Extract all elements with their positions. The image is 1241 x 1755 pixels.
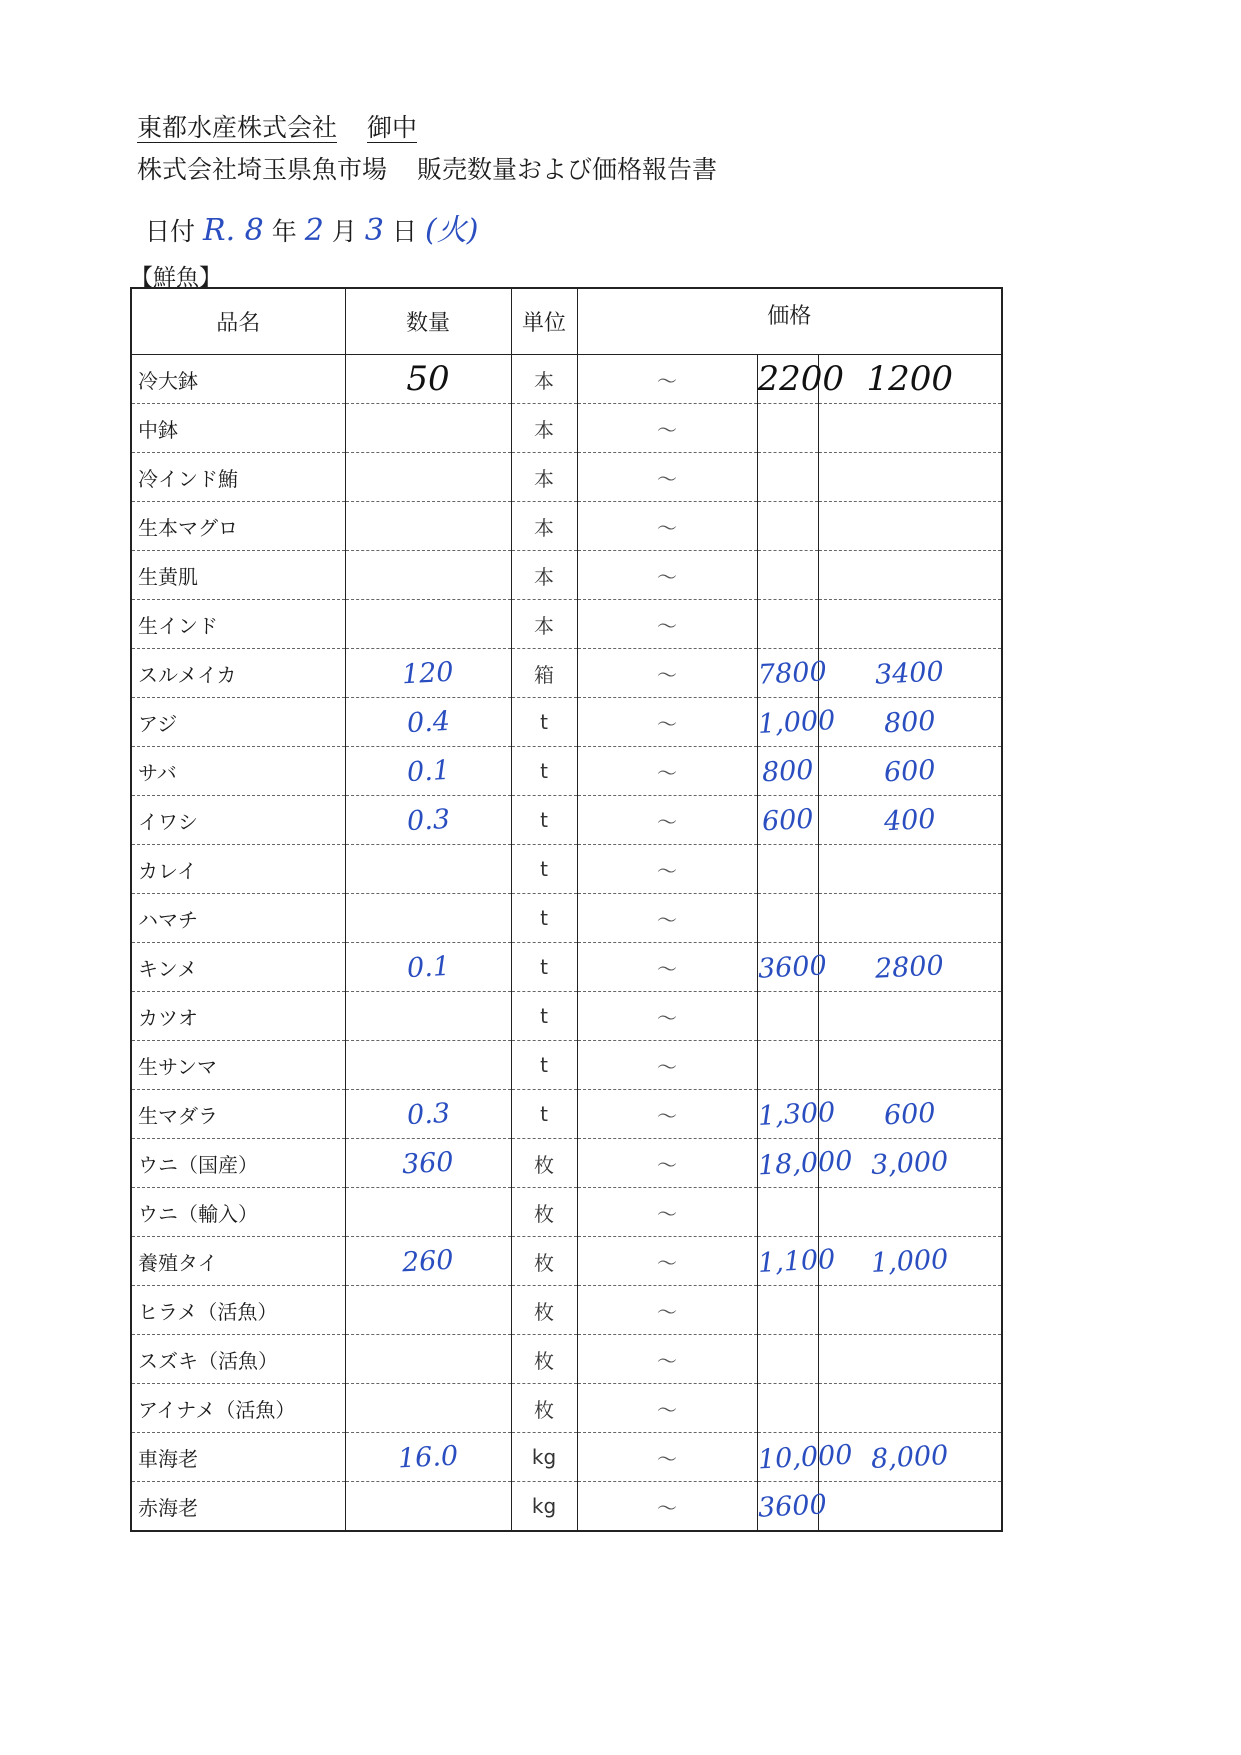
table-row [131,551,1002,600]
range-tilde: ～ [657,1397,677,1422]
date-month: 2 [304,213,324,248]
unit: 本 [534,466,554,491]
item-name: 生本マグロ [138,515,238,540]
unit-cell [511,1188,577,1237]
unit: 枚 [534,1299,554,1324]
range-tilde: ～ [657,809,677,834]
table-row [131,943,1002,992]
addressee-honorific: 御中 [367,113,418,142]
range-tilde: ～ [657,907,677,932]
item-name: アイナメ（活魚） [138,1397,296,1422]
header-unit: 単位 [511,288,577,355]
unit-cell [511,600,577,649]
item-name: 車海老 [138,1446,198,1471]
unit: 本 [534,417,554,442]
quantity-cell [345,1482,511,1532]
item-name-cell [131,698,345,747]
item-name-cell [131,600,345,649]
table-row [131,698,1002,747]
table-row [131,796,1002,845]
unit-cell [511,747,577,796]
price-low-cell [756,1433,853,1482]
price-high: 600 [883,1097,937,1131]
price-low-cell [757,1384,818,1433]
unit: t [540,1053,548,1077]
quantity-cell [345,551,511,600]
table-row [131,992,1002,1041]
unit-cell [511,649,577,698]
table-row [131,1482,1002,1532]
quantity: 16.0 [397,1439,459,1475]
range-tilde: ～ [657,1348,677,1373]
unit: t [540,710,548,734]
quantity-cell [345,1188,511,1237]
table-row [131,1090,1002,1139]
price-low-cell [757,796,818,845]
range-tilde-cell [577,404,757,453]
quantity-cell [345,355,511,404]
range-tilde-cell [577,600,757,649]
price-low: 7800 [756,655,827,691]
item-name-cell [131,1237,345,1286]
range-tilde: ～ [657,1054,677,1079]
range-tilde-cell [577,355,757,404]
quantity-cell [345,502,511,551]
category-label: 【鮮魚】 [130,265,222,291]
item-name-cell [131,1433,345,1482]
range-tilde: ～ [657,1103,677,1128]
price-high: 8,000 [870,1439,950,1475]
item-name-cell [131,1188,345,1237]
header-price: 価格 [577,288,1002,355]
unit: 本 [534,564,554,589]
price-low-cell [757,845,818,894]
range-tilde-cell [577,698,757,747]
unit-cell [511,845,577,894]
range-tilde-cell [577,1482,757,1532]
quantity: 120 [401,656,455,690]
quantity-cell [345,1335,511,1384]
price-low-cell [756,649,827,698]
unit-cell [511,943,577,992]
date-label: 日付 [145,217,196,246]
price-low: 800 [760,754,815,788]
item-name: カレイ [138,858,197,883]
price-high-cell [818,600,1002,649]
table-row [131,845,1002,894]
quantity-cell [345,1384,511,1433]
report-title: 販売数量および価格報告書 [417,155,718,184]
quantity-cell [345,453,511,502]
quantity-cell [345,404,511,453]
unit-cell [511,894,577,943]
price-high-cell [818,1482,1002,1532]
table-row [131,1188,1002,1237]
price-high: 2800 [874,949,945,985]
price-low-cell [757,1335,818,1384]
quantity: 0.3 [405,1097,451,1131]
range-tilde-cell [577,551,757,600]
item-name: 赤海老 [138,1495,198,1520]
price-high: 3400 [874,655,945,691]
table-row [131,894,1002,943]
item-name: スズキ（活魚） [138,1348,278,1373]
price-low: 1,100 [756,1243,836,1279]
price-high-cell [818,747,1002,796]
table-row [131,1384,1002,1433]
price-low: 10,000 [756,1439,853,1475]
item-name-cell [131,747,345,796]
table-row [131,1139,1002,1188]
item-name-cell [131,404,345,453]
quantity-cell [345,796,511,845]
range-tilde: ～ [657,1005,677,1030]
item-name: 生黄肌 [138,564,198,589]
addressee-name: 東都水産株式会社 [137,113,338,142]
price-high-cell [818,453,1002,502]
unit: t [540,759,548,783]
quantity: 0.1 [405,754,451,788]
unit-cell [511,1482,577,1532]
item-name: ウニ（国産） [138,1152,258,1177]
range-tilde: ～ [657,515,677,540]
price-low-cell [757,600,818,649]
price-high: 1200 [866,359,954,399]
item-name: イワシ [138,809,198,834]
table-row [131,355,1002,404]
price-high-cell [818,1237,1002,1286]
unit: t [540,1004,548,1028]
price-low-cell [757,1286,818,1335]
table-row [131,453,1002,502]
price-high-cell [818,943,1002,992]
range-tilde-cell [577,1188,757,1237]
item-name: 冷インド鮪 [138,466,238,491]
price-low-cell [757,502,818,551]
table-row [131,747,1002,796]
unit-cell [511,1335,577,1384]
unit: t [540,857,548,881]
price-high-cell [818,1286,1002,1335]
price-low: 3600 [756,949,827,985]
price-high-cell [818,355,1002,404]
range-tilde: ～ [657,760,677,785]
quantity-cell [345,992,511,1041]
range-tilde-cell [577,1237,757,1286]
price-low-cell [757,747,818,796]
quantity-cell [345,1090,511,1139]
range-tilde-cell [577,894,757,943]
price-low-cell [756,1090,836,1139]
quantity: 0.4 [405,705,451,739]
quantity-cell [345,1237,511,1286]
price-low-cell [756,698,836,747]
price-high-cell [818,1041,1002,1090]
price-high: 3,000 [870,1145,950,1181]
item-name-cell [131,894,345,943]
quantity-cell [345,698,511,747]
quantity: 0.1 [405,950,451,984]
unit-cell [511,1286,577,1335]
item-name-cell [131,1384,345,1433]
item-name: 冷大鉢 [138,368,198,393]
price-high: 1,000 [870,1243,950,1279]
range-tilde-cell [577,747,757,796]
range-tilde-cell [577,502,757,551]
price-low-cell [756,1139,853,1188]
unit: kg [531,1445,557,1469]
range-tilde-cell [577,1335,757,1384]
item-name: 生マダラ [138,1103,218,1128]
item-name: サバ [138,760,177,785]
quantity-cell [345,845,511,894]
unit-cell [511,404,577,453]
day-char: 日 [391,217,417,246]
table-row [131,649,1002,698]
price-high-cell [818,1335,1002,1384]
item-name-cell [131,845,345,894]
price-low-cell [757,404,818,453]
price-high: 800 [883,705,937,739]
price-low: 18,000 [756,1145,853,1181]
unit: 枚 [534,1397,554,1422]
table-row [131,1286,1002,1335]
item-name-cell [131,453,345,502]
item-name: ハマチ [138,907,198,932]
item-name-cell [131,1286,345,1335]
price-high-cell [818,1188,1002,1237]
price-high: 400 [883,803,937,837]
range-tilde: ～ [657,1299,677,1324]
range-tilde-cell [577,1286,757,1335]
addressee-line [137,108,417,144]
price-high-cell [818,404,1002,453]
range-tilde-cell [577,845,757,894]
header-name: 品名 [131,288,345,355]
quantity-cell [345,1139,511,1188]
unit: t [540,1102,548,1126]
item-name: 養殖タイ [138,1250,218,1275]
price-low-cell [757,453,818,502]
range-tilde-cell [577,1090,757,1139]
unit-cell [511,1139,577,1188]
unit: 本 [534,613,554,638]
table-row [131,1433,1002,1482]
header-qty: 数量 [345,288,511,355]
item-name: スルメイカ [138,662,237,687]
item-name: カツオ [138,1005,198,1030]
price-high-cell [818,992,1002,1041]
unit-cell [511,355,577,404]
quantity: 50 [406,359,450,399]
table-row [131,600,1002,649]
table-row [131,502,1002,551]
quantity-cell [345,747,511,796]
item-name-cell [131,943,345,992]
table-body [131,355,1002,1532]
price-low-cell [756,1237,836,1286]
price-high-cell [818,649,1002,698]
range-tilde: ～ [657,613,677,638]
range-tilde: ～ [657,564,677,589]
range-tilde: ～ [657,1250,677,1275]
price-low-cell [757,1041,818,1090]
range-tilde: ～ [657,466,677,491]
unit: t [540,906,548,930]
table-row [131,1041,1002,1090]
item-name: アジ [138,711,178,736]
quantity-cell [345,1041,511,1090]
price-high-cell [818,796,1002,845]
range-tilde: ～ [657,711,677,736]
item-name-cell [131,502,345,551]
price-high-cell [818,1090,1002,1139]
unit: t [540,955,548,979]
unit: kg [531,1494,557,1518]
item-name: 生サンマ [138,1054,217,1079]
unit-cell [511,502,577,551]
item-name-cell [131,1041,345,1090]
unit: t [540,808,548,832]
price-high-cell [818,845,1002,894]
item-name: 生インド [138,613,218,638]
item-name-cell [131,551,345,600]
table-row [131,1335,1002,1384]
unit-cell [511,1090,577,1139]
price-low: 1,300 [756,1096,836,1132]
range-tilde-cell [577,649,757,698]
range-tilde-cell [577,1139,757,1188]
quantity: 0.3 [405,803,451,837]
price-low-cell [757,551,818,600]
range-tilde: ～ [657,1495,677,1520]
quantity: 260 [401,1244,455,1278]
price-low: 2200 [757,359,845,399]
month-char: 月 [331,217,357,246]
range-tilde-cell [577,453,757,502]
unit: 枚 [534,1250,554,1275]
date-weekday: (火) [425,213,479,248]
year-char: 年 [271,217,297,246]
price-high: 600 [883,754,937,788]
unit: 枚 [534,1348,554,1373]
range-tilde-cell [577,1384,757,1433]
price-low-cell [757,894,818,943]
quantity-cell [345,600,511,649]
quantity-cell [345,943,511,992]
range-tilde-cell [577,1433,757,1482]
unit: 本 [534,368,554,393]
item-name-cell [131,1335,345,1384]
range-tilde-cell [577,992,757,1041]
range-tilde-cell [577,796,757,845]
item-name: 中鉢 [138,417,178,442]
item-name-cell [131,992,345,1041]
unit-cell [511,698,577,747]
item-name-cell [131,1139,345,1188]
unit-cell [511,796,577,845]
price-high-cell [818,502,1002,551]
price-low-cell [757,1188,818,1237]
range-tilde: ～ [657,417,677,442]
price-low-cell [757,992,818,1041]
price-low: 600 [760,803,815,837]
sender-name: 株式会社埼玉県魚市場 [137,155,388,184]
unit: 枚 [534,1152,554,1177]
range-tilde: ～ [657,368,677,393]
unit-cell [511,1384,577,1433]
item-name: ヒラメ（活魚） [138,1299,278,1324]
item-name: ウニ（輸入） [138,1201,258,1226]
date-line [145,205,486,249]
price-low: 3600 [756,1488,827,1524]
quantity-cell [345,894,511,943]
report-title-line [137,150,717,186]
price-low: 1,000 [756,704,836,740]
range-tilde: ～ [657,1446,677,1471]
unit: 枚 [534,1201,554,1226]
price-low-cell [756,1482,827,1532]
item-name-cell [131,1482,345,1532]
table-row [131,1237,1002,1286]
price-high-cell [818,698,1002,747]
unit: 本 [534,515,554,540]
item-name: キンメ [138,956,198,981]
unit-cell [511,453,577,502]
price-high-cell [818,1384,1002,1433]
range-tilde: ～ [657,1152,677,1177]
price-low-cell [756,943,827,992]
range-tilde: ～ [657,858,677,883]
date-era-year: R. 8 [203,213,264,248]
date-day: 3 [364,213,384,248]
table-row [131,404,1002,453]
item-name-cell [131,1090,345,1139]
quantity-cell [345,649,511,698]
range-tilde: ～ [657,956,677,981]
unit-cell [511,1041,577,1090]
quantity-cell [345,1433,511,1482]
unit-cell [511,992,577,1041]
item-name-cell [131,796,345,845]
quantity-cell [345,1286,511,1335]
unit-cell [511,1237,577,1286]
quantity: 360 [401,1146,455,1180]
range-tilde-cell [577,943,757,992]
item-name-cell [131,649,345,698]
unit: 箱 [534,662,554,687]
range-tilde: ～ [657,662,677,687]
table-header-row [131,288,1002,355]
range-tilde-cell [577,1041,757,1090]
report-table [130,287,1003,1532]
range-tilde: ～ [657,1201,677,1226]
item-name-cell [131,355,345,404]
price-high-cell [818,551,1002,600]
price-high-cell [818,894,1002,943]
unit-cell [511,1433,577,1482]
price-low-cell [757,355,845,404]
unit-cell [511,551,577,600]
